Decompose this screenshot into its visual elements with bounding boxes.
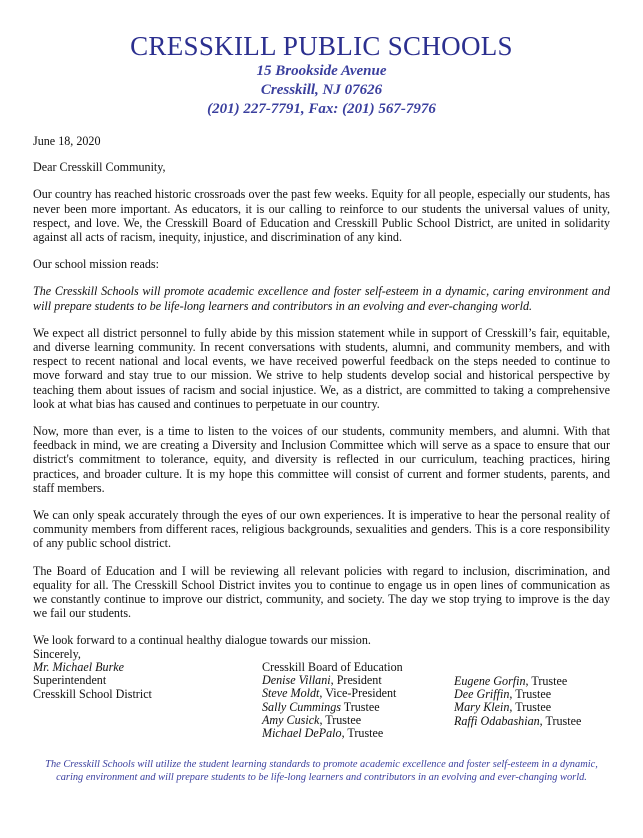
address-city: Cresskill, NJ 07626 — [260, 82, 383, 98]
mission-statement: The Cresskill Schools will promote academic excellence and foster self-esteem in a dynamic, caring environment and will prepare students to be life-long learners and contributors in an evolving and ever-changing world. — [33, 284, 610, 313]
footer-mission — [20, 758, 623, 784]
paragraph-2: Our school mission reads: — [33, 257, 159, 272]
letterhead — [0, 30, 643, 119]
board-member: Denise Villani, President — [262, 673, 382, 688]
board-member: Steve Moldt, Vice-President — [262, 686, 397, 701]
paragraph-3: We expect all district personnel to fully abide by this mission statement while in support of Cresskill’s fair, equitable, and diverse learning community. In recent conversations with students, alumni, and community members, and with respect to recent national and local events, we have received powerful feedback on the steps needed to continue to move forward and stay true to our mission. We strive to help students develop social and historical perspective by teaching them about issues of racism and social injustice. We, as a district, are committed to taking a comprehensive look at what bias has caused and continues to perpetuate in our country. — [33, 325, 610, 411]
board-column-2 — [454, 675, 581, 728]
signature-block — [33, 648, 152, 701]
board-member: Raffi Odabashian, Trustee — [454, 713, 582, 728]
board-column-1 — [262, 661, 403, 740]
phone-fax: (201) 227-7791, Fax: (201) 567-7976 — [207, 101, 436, 117]
letter-body — [33, 134, 610, 661]
paragraph-6: The Board of Education and I will be reviewing all relevant policies with regard to inclusion, discrimination, and equality for all. The Cresskill School District invites you to continue to engage us in open lines of communication as we constantly continue to improve our district, community, and society. The day we stop trying to improve is the day we fail our students. — [33, 563, 610, 621]
signer-title: Superintendent — [33, 673, 107, 688]
footer-line-1: The Cresskill Schools will utilize the student learning standards to promote academic excellence and foster self-esteem in a dynamic, — [45, 759, 598, 770]
board-member: Sally Cummings Trustee — [262, 699, 380, 714]
salutation: Dear Cresskill Community, — [33, 160, 166, 175]
paragraph-4: Now, more than ever, is a time to listen to the voices of our students, community members, and alumni. With that feedback in mind, we are creating a Diversity and Inclusion Committee which will serve as a space to ensure that our district's commitment to tolerance, equity, and diversity is reflected in our curriculum, teaching practices, hiring practices, and broader culture. It is my hope this committee will consist of current and former students, parents, and staff members. — [33, 424, 610, 495]
board-member: Dee Griffin, Trustee — [454, 687, 552, 702]
footer-line-2: caring environment and will prepare students to be life-long learners and contributors in an evolving and ever-changing world. — [56, 772, 587, 783]
paragraph-7: We look forward to a continual healthy dialogue towards our mission. — [33, 633, 371, 648]
board-member: Mary Klein, Trustee — [454, 700, 552, 715]
address-street: 15 Brookside Avenue — [256, 63, 387, 79]
paragraph-5: We can only speak accurately through the eyes of our own experiences. It is imperative to hear the personal reality of community members from different races, religious backgrounds, sexualities and genders. This is a core responsibility of any public school district. — [33, 508, 610, 551]
letter-date: June 18, 2020 — [33, 134, 101, 148]
closing: Sincerely, — [33, 647, 81, 661]
board-member: Amy Cusick, Trustee — [262, 712, 362, 727]
board-heading: Cresskill Board of Education — [262, 660, 403, 674]
signer-name: Mr. Michael Burke — [33, 660, 125, 675]
signer-org: Cresskill School District — [33, 686, 152, 701]
board-member: Eugene Gorfin, Trustee — [454, 674, 568, 688]
board-member: Michael DePalo, Trustee — [262, 726, 384, 741]
paragraph-1: Our country has reached historic crossroads over the past few weeks. Equity for all people, especially our students, has never been more important. As educators, it is our calling to reinforce to our students the universal values of unity, respect, and love. We, the Cresskill Board of Education and Cresskill Public School District, are united in solidarity against all acts of racism, inequity, injustice, and discrimination of any kind. — [33, 187, 610, 245]
district-name: CRESSKILL PUBLIC SCHOOLS — [130, 31, 513, 61]
